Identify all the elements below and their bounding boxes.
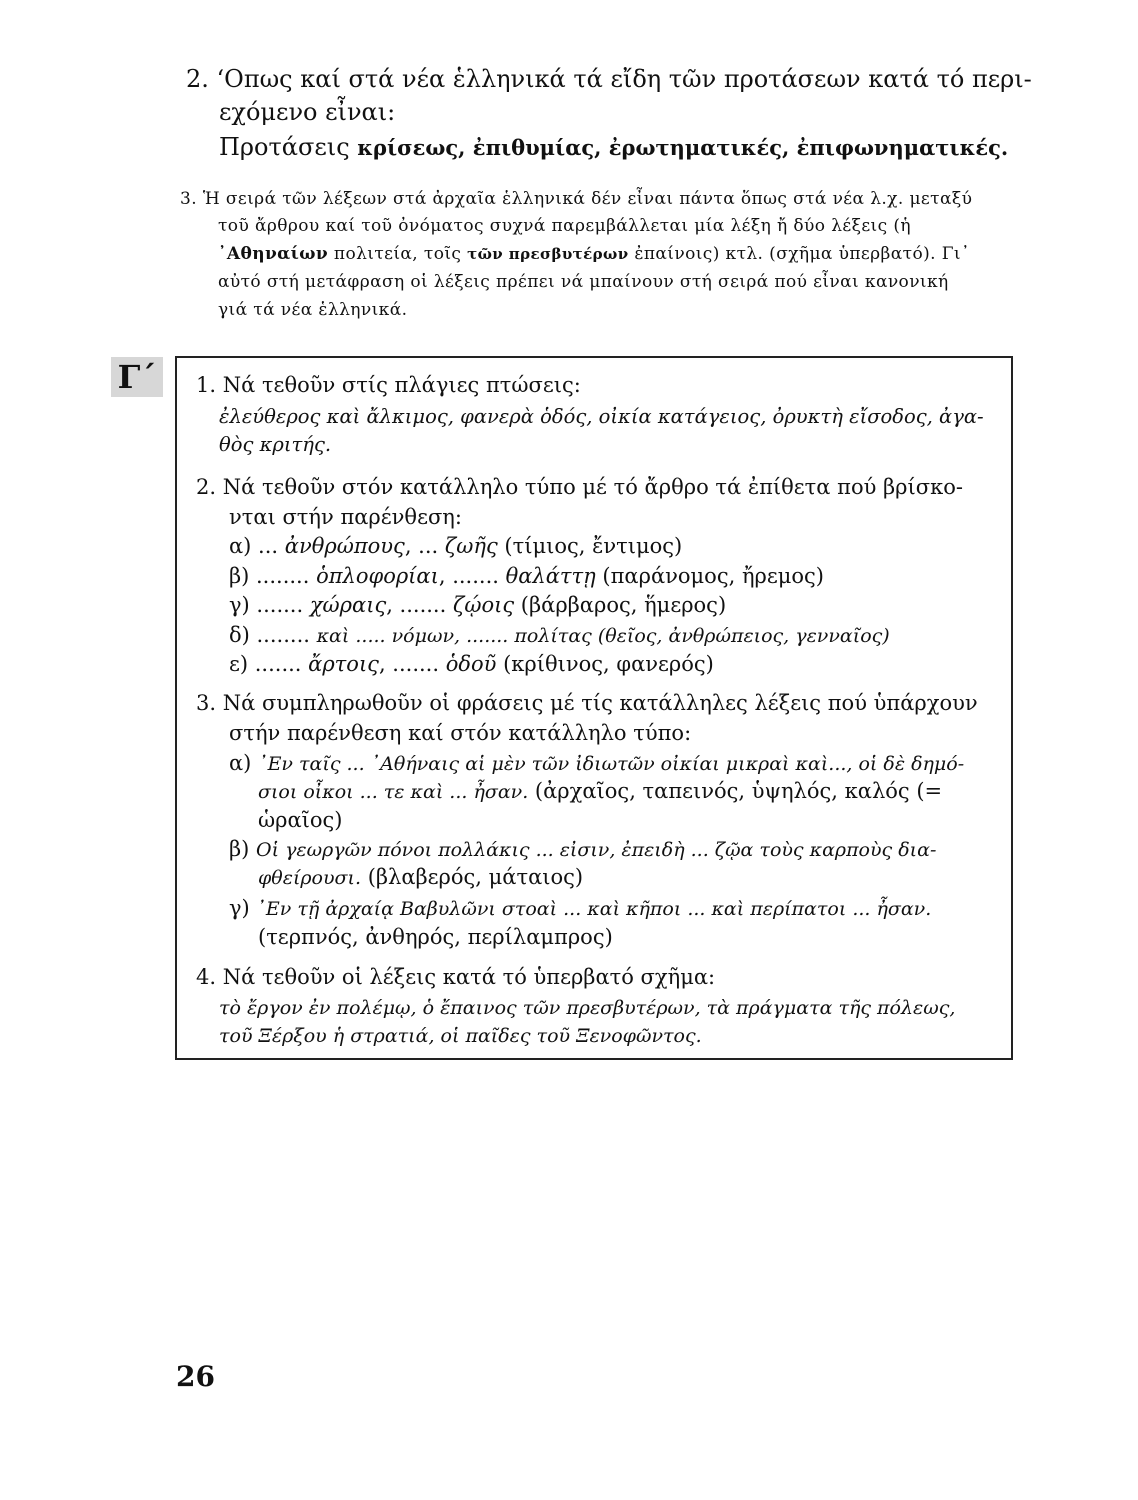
- ex2-d-text: καὶ ..... νόμων, ....... πολίτας (θεῖος, ἀνθρώπειος, γενναῖος): [316, 625, 890, 647]
- ex4-line2: τοῦ Ξέρξου ἡ στρατιά, οἱ παῖδες τοῦ Ξενοφῶντος.: [219, 1025, 702, 1047]
- item3-line3-mid: πολιτεία, τοῖς: [328, 244, 468, 264]
- ex2-b-mid: , .......: [438, 564, 506, 588]
- ex2-c-paren: (βάρβαρος, ἥμερος): [514, 593, 727, 617]
- ex3-a-line2: [258, 776, 942, 807]
- ex3-a-text1: ᾿Εν ταῖς ... ᾿Αθήναις αἱ μὲν τῶν ἰδιωτῶν οἰκίαι μικραὶ καὶ..., οἱ δὲ δημό-: [258, 753, 965, 775]
- item2-line1: 2. ‘Οπως καί στά νέα ἑλληνικά τά εἴδη τῶν προτάσεων κατά τό περι-: [186, 65, 1032, 93]
- item2-line3: [219, 131, 1008, 164]
- ex2-item-a: [229, 531, 682, 561]
- ex2-item-b: [229, 561, 824, 591]
- ex4-line1: τὸ ἔργον ἐν πολέμῳ, ὁ ἔπαινος τῶν πρεσβυτέρων, τὰ πράγματα τῆς πόλεως,: [219, 997, 956, 1019]
- ex2-item-d: [229, 620, 890, 651]
- ex3-c-line1: [229, 893, 931, 924]
- ex1-title: 1. Νά τεθοῦν στίς πλάγιες πτώσεις:: [196, 373, 581, 397]
- ex3-b-text1: Οἱ γεωργῶν πόνοι πολλάκις ... εἰσιν, ἐπειδὴ ... ζῷα τοὺς καρποὺς δια-: [256, 839, 937, 861]
- ex2-a-word1: ἀνθρώπους: [284, 534, 405, 558]
- ex3-a-text2: σιοι οἶκοι ... τε καὶ ... ἦσαν.: [258, 781, 529, 803]
- item3-bold-presvyteron: τῶν πρεσβυτέρων: [467, 245, 629, 263]
- ex2-c-label: γ) .......: [229, 593, 310, 617]
- ex2-a-mid: , ...: [404, 534, 445, 558]
- ex2-b-word1: ὁπλοφορίαι: [316, 564, 439, 588]
- ex3-a-paren: (ἀρχαῖος, ταπεινός, ὑψηλός, καλός (=: [528, 779, 943, 803]
- ex3-a-line1: [229, 748, 964, 779]
- ex2-e-label: ε) .......: [229, 652, 309, 676]
- item3-line3-end: ἐπαίνοις) κτλ. (σχῆμα ὑπερβατό). Γι᾿: [628, 244, 970, 264]
- ex2-e-word1: ἄρτοις: [308, 652, 379, 676]
- ex2-a-paren: (τίμιος, ἔντιμος): [497, 534, 683, 558]
- ex2-c-mid: , .......: [386, 593, 453, 617]
- ex2-e-paren: (κρίθινος, φανερός): [496, 652, 714, 676]
- ex3-b-label: β): [229, 837, 257, 861]
- ex2-item-c: [229, 590, 726, 620]
- ex3-c-text1: ᾿Εν τῇ ἀρχαίᾳ Βαβυλῶνι στοαὶ ... καὶ κῆποι ... καὶ περίπατοι ... ἦσαν.: [256, 898, 932, 920]
- item3-line3: [218, 241, 970, 267]
- ex3-title-line1: 3. Νά συμπληρωθοῦν οἱ φράσεις μέ τίς κατάλληλες λέξεις πού ὑπάρχουν: [196, 691, 978, 715]
- section-marker-gamma: Γ΄: [111, 357, 163, 397]
- ex2-title-line2: νται στήν παρένθεση:: [229, 505, 462, 529]
- ex2-d-label: δ) ........: [229, 623, 317, 647]
- ex2-a-label: α) ...: [229, 534, 285, 558]
- item2-line2: εχόμενο εἶναι:: [219, 98, 396, 126]
- ex2-e-word2: ὁδοῦ: [445, 652, 497, 676]
- ex1-line2: θὸς κριτής.: [219, 433, 332, 456]
- ex3-b-line1: [229, 834, 936, 865]
- ex2-item-e: [229, 649, 714, 679]
- ex3-c-line2: (τερπνός, ἀνθηρός, περίλαμπρος): [258, 925, 613, 949]
- ex3-b-line2: [258, 862, 583, 893]
- ex4-title: 4. Νά τεθοῦν οἱ λέξεις κατά τό ὑπερβατό σχῆμα:: [196, 965, 716, 989]
- page-number: 26: [176, 1360, 215, 1393]
- ex2-b-word2: θαλάττῃ: [505, 564, 596, 588]
- item2-line3-prefix: Προτάσεις: [219, 133, 358, 161]
- ex2-b-paren: (παράνομος, ἤρεμος): [595, 564, 824, 588]
- ex3-a-line3: ὡραῖος): [258, 808, 343, 832]
- item2-line3-bold: κρίσεως, ἐπιθυμίας, ἐρωτηματικές, ἐπιφωνηματικές.: [357, 135, 1009, 160]
- item3-line5: γιά τά νέα ἑλληνικά.: [218, 300, 408, 320]
- ex3-a-label: α): [229, 751, 259, 775]
- ex1-line1: ἐλεύθερος καὶ ἄλκιμος, φανερὰ ὁδός, οἰκία κατάγειος, ὀρυκτὴ εἴσοδος, ἀγα-: [219, 405, 984, 428]
- ex3-title-line2: στήν παρένθεση καί στόν κατάλληλο τύπο:: [229, 721, 692, 745]
- item3-line4: αὐτό στή μετάφραση οἱ λέξεις πρέπει νά μπαίνουν στή σειρά πού εἶναι κανονική: [218, 272, 949, 292]
- item3-line1: 3. Ἡ σειρά τῶν λέξεων στά ἀρχαῖα ἑλληνικά δέν εἶναι πάντα ὅπως στά νέα λ.χ. μεταξύ: [180, 189, 973, 209]
- ex2-c-word2: ζῴοις: [452, 593, 515, 617]
- ex2-e-mid: , .......: [378, 652, 446, 676]
- ex2-a-word2: ζωῆς: [444, 534, 498, 558]
- ex3-b-paren: (βλαβερός, μάταιος): [361, 865, 584, 889]
- ex2-c-word1: χώραις: [309, 593, 387, 617]
- ex2-b-label: β) ........: [229, 564, 317, 588]
- ex3-b-text2: φθείρουσι.: [258, 867, 362, 889]
- ex3-c-label: γ): [229, 896, 257, 920]
- item3-bold-athenaion: ᾿Αθηναίων: [218, 244, 329, 264]
- ex2-title-line1: 2. Νά τεθοῦν στόν κατάλληλο τύπο μέ τό ἄρθρο τά ἐπίθετα πού βρίσκο-: [196, 475, 963, 499]
- item3-line2: τοῦ ἄρθρου καί τοῦ ὀνόματος συχνά παρεμβάλλεται μία λέξη ἤ δύο λέξεις (ἡ: [218, 216, 911, 236]
